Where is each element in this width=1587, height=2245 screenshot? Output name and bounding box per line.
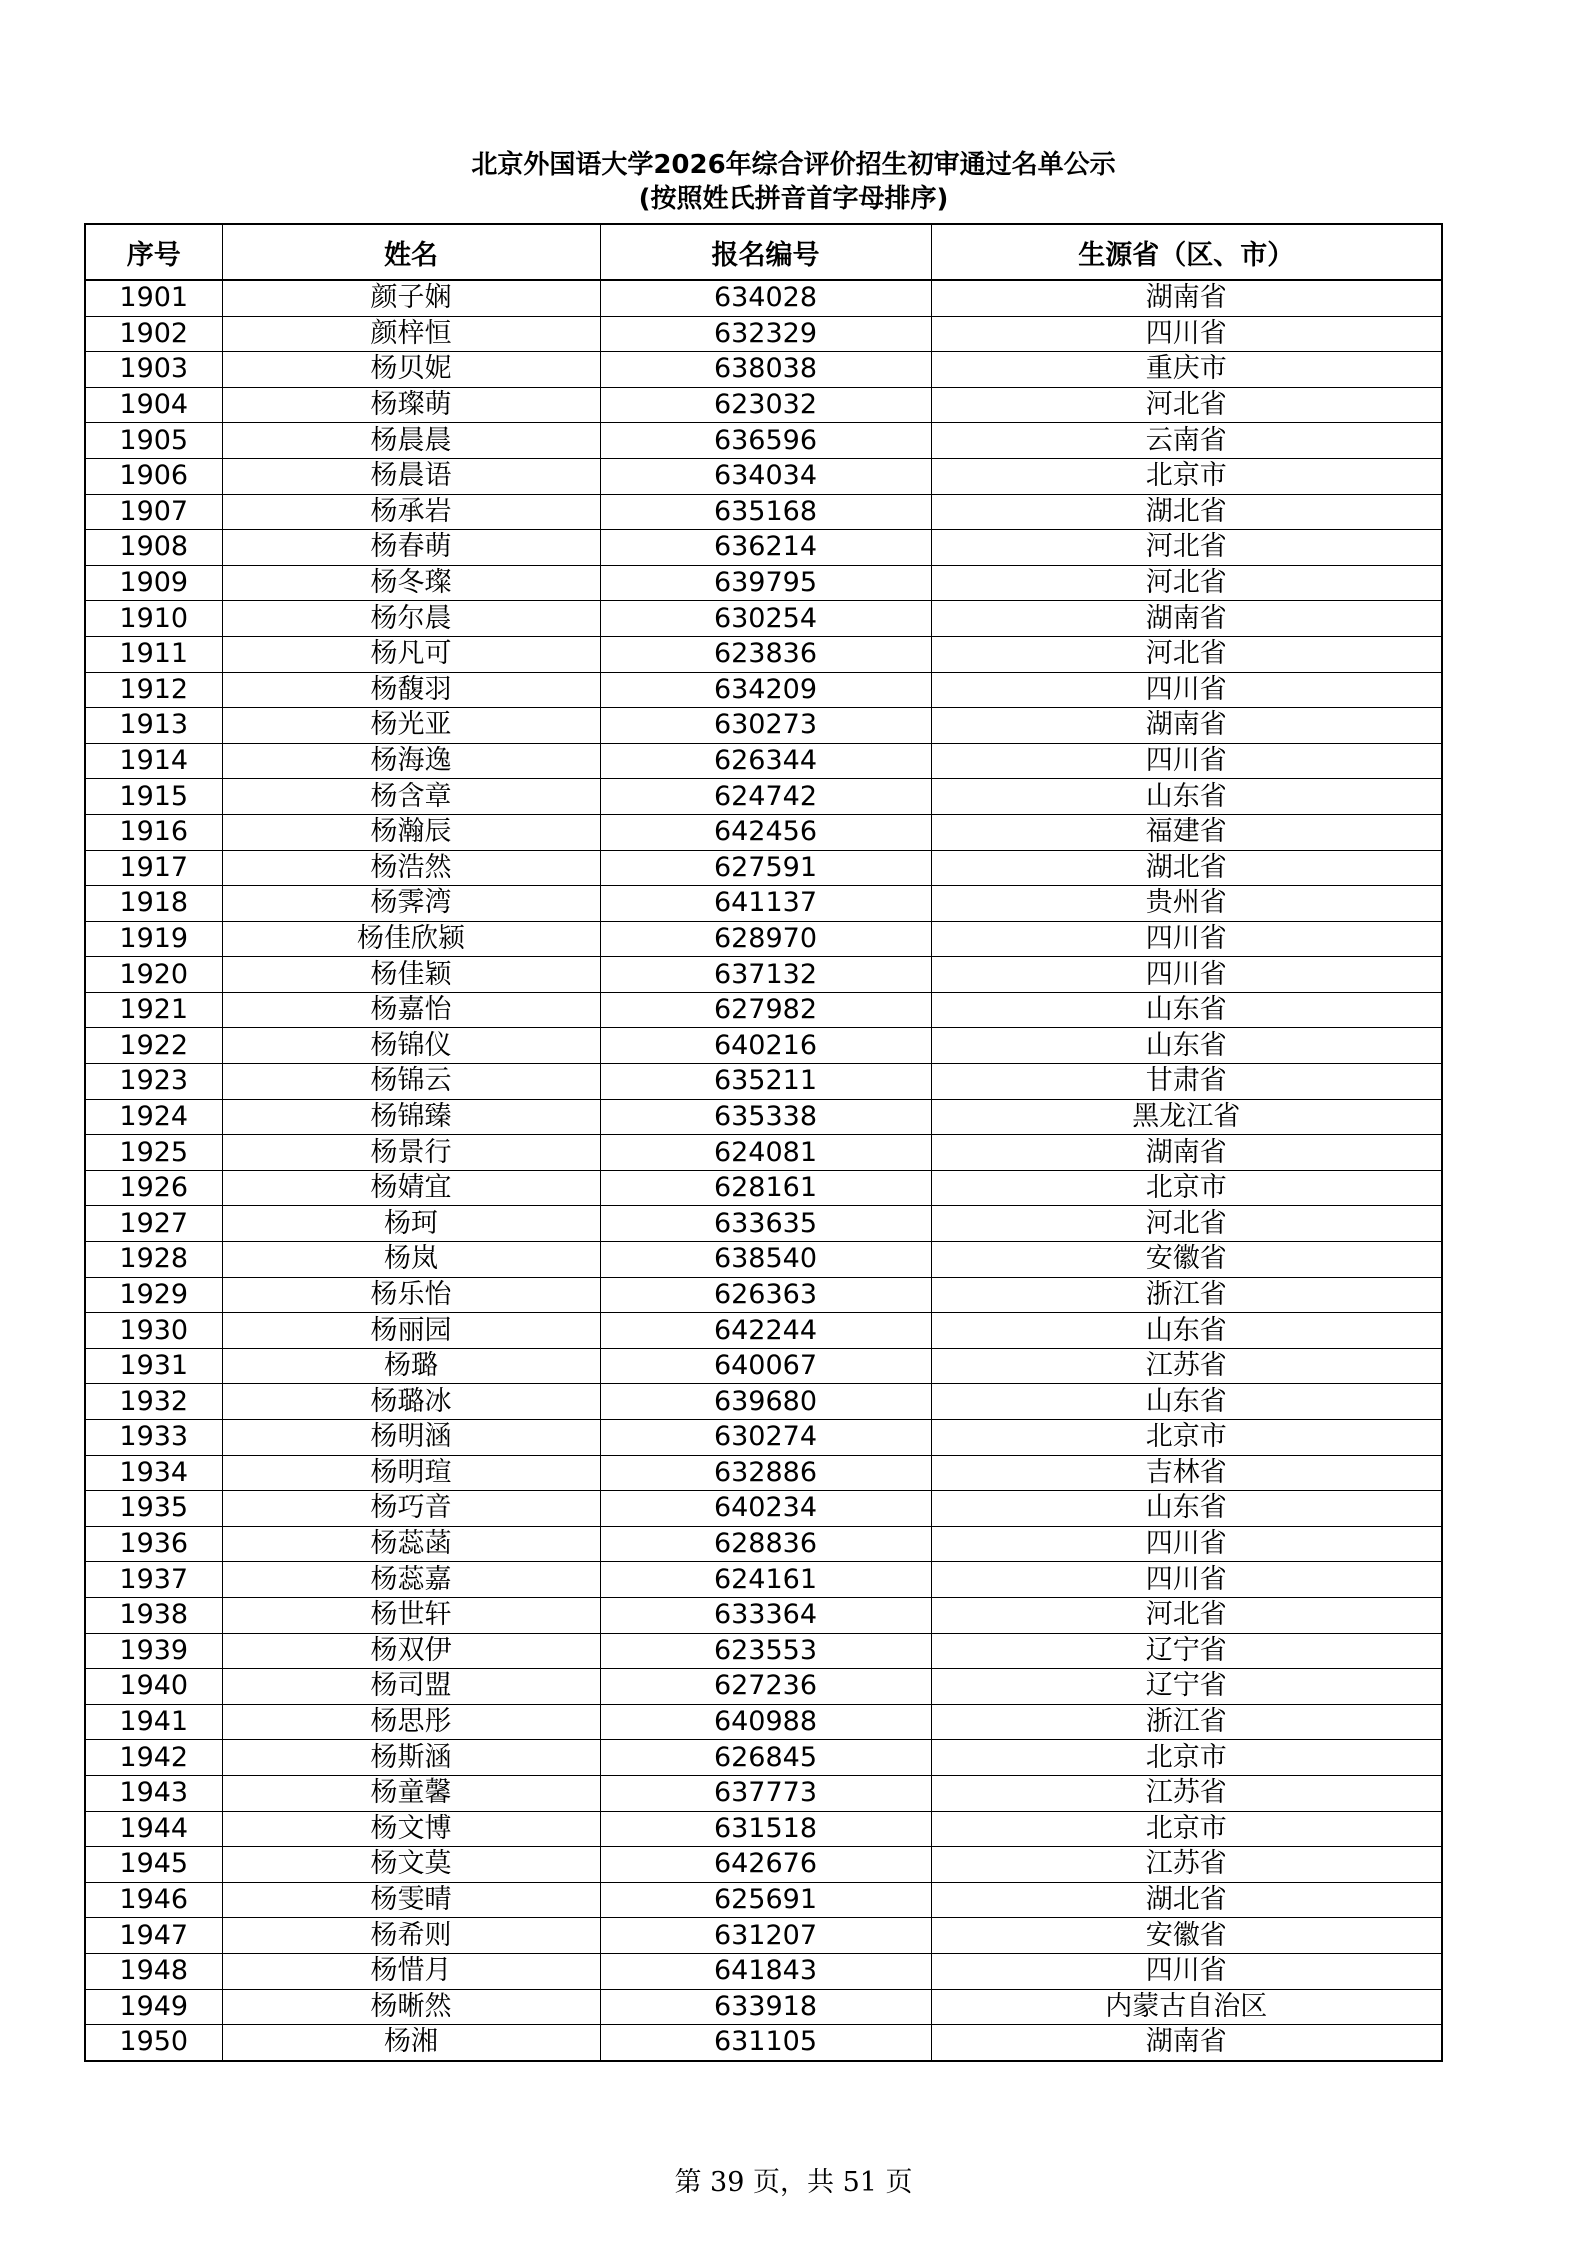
serial-number-cell: 1922 [85,1028,222,1064]
name-cell: 杨晨语 [222,458,600,494]
registration-number-cell: 636214 [600,530,931,566]
registration-number-cell: 630274 [600,1420,931,1456]
name-cell: 杨明涵 [222,1420,600,1456]
document-subtitle: (按照姓氏拼音首字母排序) [638,184,949,214]
table-row [85,601,1442,637]
registration-number-cell: 637132 [600,957,931,993]
registration-number-cell: 633635 [600,1206,931,1242]
name-cell: 杨双伊 [222,1633,600,1669]
name-cell: 杨锦臻 [222,1099,600,1135]
registration-number-cell: 627236 [600,1669,931,1705]
province-cell: 湖南省 [931,280,1442,316]
serial-number-cell: 1938 [85,1597,222,1633]
name-cell: 杨瀚辰 [222,814,600,850]
province-cell: 北京市 [931,1170,1442,1206]
table-body [85,280,1442,2061]
serial-number-cell: 1921 [85,992,222,1028]
header-serial-number: 序号 [85,224,222,280]
serial-number-cell: 1939 [85,1633,222,1669]
serial-number-cell: 1927 [85,1206,222,1242]
province-cell: 江苏省 [931,1348,1442,1384]
province-cell: 湖北省 [931,1882,1442,1918]
registration-number-cell: 634028 [600,280,931,316]
table-row [85,957,1442,993]
table-row [85,423,1442,459]
serial-number-cell: 1926 [85,1170,222,1206]
province-cell: 河北省 [931,636,1442,672]
name-cell: 杨丽园 [222,1313,600,1349]
serial-number-cell: 1907 [85,494,222,530]
serial-number-cell: 1920 [85,957,222,993]
table-row [85,672,1442,708]
serial-number-cell: 1912 [85,672,222,708]
name-cell: 杨蕊菡 [222,1526,600,1562]
province-cell: 四川省 [931,672,1442,708]
table-row [85,1989,1442,2025]
table-row [85,1882,1442,1918]
registration-number-cell: 631207 [600,1918,931,1954]
serial-number-cell: 1910 [85,601,222,637]
header-row [85,224,1442,280]
name-cell: 杨承岩 [222,494,600,530]
province-cell: 黑龙江省 [931,1099,1442,1135]
serial-number-cell: 1916 [85,814,222,850]
name-cell: 杨凡可 [222,636,600,672]
name-cell: 杨佳颖 [222,957,600,993]
serial-number-cell: 1945 [85,1847,222,1883]
serial-number-cell: 1906 [85,458,222,494]
registration-number-cell: 640216 [600,1028,931,1064]
registration-number-cell: 627591 [600,850,931,886]
registration-number-cell: 626344 [600,743,931,779]
registration-number-cell: 630254 [600,601,931,637]
registration-number-cell: 626845 [600,1740,931,1776]
province-cell: 湖北省 [931,494,1442,530]
serial-number-cell: 1908 [85,530,222,566]
serial-number-cell: 1937 [85,1562,222,1598]
province-cell: 山东省 [931,1384,1442,1420]
serial-number-cell: 1903 [85,352,222,388]
table-row [85,1669,1442,1705]
serial-number-cell: 1901 [85,280,222,316]
province-cell: 山东省 [931,992,1442,1028]
province-cell: 四川省 [931,743,1442,779]
registration-number-cell: 623836 [600,636,931,672]
table-row [85,316,1442,352]
name-cell: 杨海逸 [222,743,600,779]
registration-number-cell: 627982 [600,992,931,1028]
name-cell: 杨湘 [222,2025,600,2061]
name-cell: 杨惜月 [222,1953,600,1989]
province-cell: 河北省 [931,1206,1442,1242]
table-row [85,1740,1442,1776]
header-registration-number: 报名编号 [600,224,931,280]
name-cell: 杨冬璨 [222,565,600,601]
table-header [85,224,1442,280]
registration-number-cell: 639795 [600,565,931,601]
table-row [85,1313,1442,1349]
name-cell: 杨雯晴 [222,1882,600,1918]
name-cell: 杨文博 [222,1811,600,1847]
serial-number-cell: 1930 [85,1313,222,1349]
province-cell: 辽宁省 [931,1669,1442,1705]
province-cell: 浙江省 [931,1277,1442,1313]
serial-number-cell: 1913 [85,708,222,744]
province-cell: 北京市 [931,1420,1442,1456]
header-province: 生源省（区、市） [931,224,1442,280]
registration-number-cell: 642676 [600,1847,931,1883]
serial-number-cell: 1915 [85,779,222,815]
table-row [85,530,1442,566]
name-cell: 杨璐 [222,1348,600,1384]
registration-number-cell: 638540 [600,1242,931,1278]
name-cell: 杨佳欣颍 [222,921,600,957]
serial-number-cell: 1925 [85,1135,222,1171]
table-row [85,494,1442,530]
registration-number-cell: 641843 [600,1953,931,1989]
registration-number-cell: 631518 [600,1811,931,1847]
name-cell: 杨明瑄 [222,1455,600,1491]
serial-number-cell: 1919 [85,921,222,957]
serial-number-cell: 1929 [85,1277,222,1313]
serial-number-cell: 1923 [85,1064,222,1100]
table-row [85,458,1442,494]
province-cell: 山东省 [931,779,1442,815]
province-cell: 安徽省 [931,1242,1442,1278]
name-cell: 杨锦云 [222,1064,600,1100]
province-cell: 四川省 [931,1953,1442,1989]
name-cell: 杨乐怡 [222,1277,600,1313]
table-row [85,708,1442,744]
serial-number-cell: 1948 [85,1953,222,1989]
registration-number-cell: 640988 [600,1704,931,1740]
table-row [85,1420,1442,1456]
table-row [85,886,1442,922]
serial-number-cell: 1933 [85,1420,222,1456]
province-cell: 北京市 [931,458,1442,494]
name-cell: 杨珂 [222,1206,600,1242]
serial-number-cell: 1909 [85,565,222,601]
table-row [85,2025,1442,2061]
table-row [85,1811,1442,1847]
name-cell: 杨婧宜 [222,1170,600,1206]
serial-number-cell: 1931 [85,1348,222,1384]
name-cell: 杨世轩 [222,1597,600,1633]
table-row [85,1775,1442,1811]
serial-number-cell: 1943 [85,1775,222,1811]
province-cell: 山东省 [931,1028,1442,1064]
province-cell: 四川省 [931,957,1442,993]
serial-number-cell: 1914 [85,743,222,779]
province-cell: 重庆市 [931,352,1442,388]
serial-number-cell: 1904 [85,387,222,423]
name-cell: 杨希则 [222,1918,600,1954]
header-name: 姓名 [222,224,600,280]
name-cell: 杨巧音 [222,1491,600,1527]
registration-number-cell: 640067 [600,1348,931,1384]
table-row [85,1597,1442,1633]
name-cell: 杨锦仪 [222,1028,600,1064]
registration-number-cell: 635168 [600,494,931,530]
name-cell: 杨浩然 [222,850,600,886]
table-row [85,1953,1442,1989]
table-row [85,1206,1442,1242]
serial-number-cell: 1905 [85,423,222,459]
table-row [85,1099,1442,1135]
name-cell: 杨晰然 [222,1989,600,2025]
page-footer: 第 39 页，共 51 页 [674,2167,913,2198]
table-row [85,921,1442,957]
name-cell: 杨司盟 [222,1669,600,1705]
province-cell: 云南省 [931,423,1442,459]
table-row [85,850,1442,886]
registration-number-cell: 626363 [600,1277,931,1313]
table-row [85,779,1442,815]
name-cell: 颜子娴 [222,280,600,316]
serial-number-cell: 1947 [85,1918,222,1954]
table-row [85,1491,1442,1527]
registration-number-cell: 625691 [600,1882,931,1918]
registration-number-cell: 628836 [600,1526,931,1562]
registration-number-cell: 631105 [600,2025,931,2061]
serial-number-cell: 1918 [85,886,222,922]
name-cell: 颜梓恒 [222,316,600,352]
admission-list-table [84,223,1443,2062]
name-cell: 杨童馨 [222,1775,600,1811]
province-cell: 河北省 [931,1597,1442,1633]
registration-number-cell: 638038 [600,352,931,388]
serial-number-cell: 1946 [85,1882,222,1918]
registration-number-cell: 633918 [600,1989,931,2025]
province-cell: 江苏省 [931,1847,1442,1883]
registration-number-cell: 639680 [600,1384,931,1420]
table-row [85,1028,1442,1064]
province-cell: 吉林省 [931,1455,1442,1491]
name-cell: 杨景行 [222,1135,600,1171]
table-row [85,992,1442,1028]
registration-number-cell: 642244 [600,1313,931,1349]
registration-number-cell: 634209 [600,672,931,708]
serial-number-cell: 1940 [85,1669,222,1705]
serial-number-cell: 1911 [85,636,222,672]
serial-number-cell: 1944 [85,1811,222,1847]
province-cell: 北京市 [931,1811,1442,1847]
table-row [85,280,1442,316]
province-cell: 湖南省 [931,1135,1442,1171]
province-cell: 湖南省 [931,601,1442,637]
serial-number-cell: 1936 [85,1526,222,1562]
document-title: 北京外国语大学2026年综合评价招生初审通过名单公示 [471,150,1116,180]
name-cell: 杨贝妮 [222,352,600,388]
registration-number-cell: 623032 [600,387,931,423]
registration-number-cell: 635211 [600,1064,931,1100]
registration-number-cell: 623553 [600,1633,931,1669]
name-cell: 杨嘉怡 [222,992,600,1028]
province-cell: 四川省 [931,316,1442,352]
registration-number-cell: 628970 [600,921,931,957]
table-row [85,1562,1442,1598]
province-cell: 湖南省 [931,708,1442,744]
serial-number-cell: 1934 [85,1455,222,1491]
registration-number-cell: 632886 [600,1455,931,1491]
serial-number-cell: 1924 [85,1099,222,1135]
table-row [85,1704,1442,1740]
table-row [85,1242,1442,1278]
registration-number-cell: 636596 [600,423,931,459]
province-cell: 甘肃省 [931,1064,1442,1100]
province-cell: 河北省 [931,387,1442,423]
province-cell: 河北省 [931,530,1442,566]
table-row [85,1064,1442,1100]
table-row [85,743,1442,779]
registration-number-cell: 642456 [600,814,931,850]
name-cell: 杨尔晨 [222,601,600,637]
table-row [85,1455,1442,1491]
table-row [85,1633,1442,1669]
registration-number-cell: 624742 [600,779,931,815]
table-row [85,1384,1442,1420]
province-cell: 贵州省 [931,886,1442,922]
name-cell: 杨霁湾 [222,886,600,922]
serial-number-cell: 1942 [85,1740,222,1776]
province-cell: 山东省 [931,1313,1442,1349]
name-cell: 杨含章 [222,779,600,815]
name-cell: 杨文莫 [222,1847,600,1883]
serial-number-cell: 1949 [85,1989,222,2025]
table-row [85,1135,1442,1171]
province-cell: 四川省 [931,1562,1442,1598]
registration-number-cell: 641137 [600,886,931,922]
table-row [85,1348,1442,1384]
name-cell: 杨春萌 [222,530,600,566]
name-cell: 杨璨萌 [222,387,600,423]
province-cell: 福建省 [931,814,1442,850]
name-cell: 杨馥羽 [222,672,600,708]
registration-number-cell: 635338 [600,1099,931,1135]
serial-number-cell: 1935 [85,1491,222,1527]
table-row [85,1170,1442,1206]
table-row [85,1847,1442,1883]
registration-number-cell: 640234 [600,1491,931,1527]
serial-number-cell: 1932 [85,1384,222,1420]
table-row [85,1526,1442,1562]
name-cell: 杨斯涵 [222,1740,600,1776]
serial-number-cell: 1950 [85,2025,222,2061]
province-cell: 四川省 [931,921,1442,957]
registration-number-cell: 630273 [600,708,931,744]
province-cell: 辽宁省 [931,1633,1442,1669]
registration-number-cell: 624161 [600,1562,931,1598]
name-cell: 杨蕊嘉 [222,1562,600,1598]
province-cell: 山东省 [931,1491,1442,1527]
table-row [85,352,1442,388]
table-row [85,1277,1442,1313]
registration-number-cell: 624081 [600,1135,931,1171]
registration-number-cell: 633364 [600,1597,931,1633]
province-cell: 四川省 [931,1526,1442,1562]
province-cell: 江苏省 [931,1775,1442,1811]
table-row [85,636,1442,672]
province-cell: 北京市 [931,1740,1442,1776]
name-cell: 杨光亚 [222,708,600,744]
name-cell: 杨璐冰 [222,1384,600,1420]
serial-number-cell: 1928 [85,1242,222,1278]
province-cell: 湖南省 [931,2025,1442,2061]
serial-number-cell: 1941 [85,1704,222,1740]
name-cell: 杨晨晨 [222,423,600,459]
province-cell: 河北省 [931,565,1442,601]
serial-number-cell: 1902 [85,316,222,352]
table-row [85,814,1442,850]
province-cell: 湖北省 [931,850,1442,886]
registration-number-cell: 632329 [600,316,931,352]
table-row [85,387,1442,423]
serial-number-cell: 1917 [85,850,222,886]
name-cell: 杨思彤 [222,1704,600,1740]
province-cell: 安徽省 [931,1918,1442,1954]
registration-number-cell: 628161 [600,1170,931,1206]
registration-number-cell: 637773 [600,1775,931,1811]
province-cell: 浙江省 [931,1704,1442,1740]
registration-number-cell: 634034 [600,458,931,494]
name-cell: 杨岚 [222,1242,600,1278]
table-row [85,1918,1442,1954]
province-cell: 内蒙古自治区 [931,1989,1442,2025]
table-row [85,565,1442,601]
